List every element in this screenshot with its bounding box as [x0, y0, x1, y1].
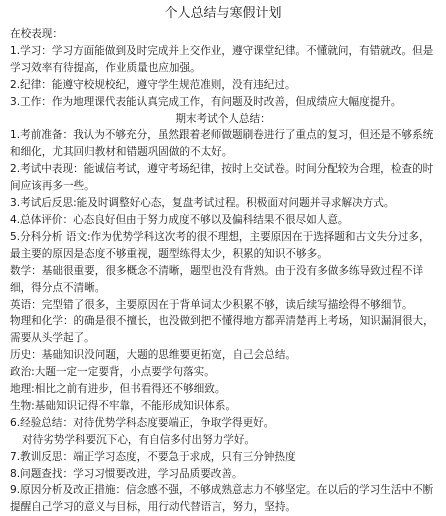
paragraph-english: 英语：完型错了很多，主要原因在于背单词太少积累不够，读后续写描绘得不够细节。	[10, 298, 413, 311]
paragraph-problems: 8.问题查找：学习习惯要改进，学习品质要改善。	[10, 467, 243, 480]
paragraph-math: 数学：基础很重要，很多概念不清晰，题型也没有背熟。由于没有多做多练导致过程不详细，得分点不清晰。	[10, 264, 424, 294]
paragraph-experience: 6.经验总结：对待优势学科态度要端正，争取学得更好。	[10, 416, 275, 429]
paragraph-work: 3.工作：作为地理课代表能认真完成工作，有问题及时改善，但成绩应大幅度提升。	[10, 95, 402, 108]
paragraph-study: 1.学习：学习方面能做到及时完成并上交作业，遵守课堂纪律。不懂就问，有错就改。但是学习效率有待提高，作业质量也应加强。	[10, 44, 434, 74]
paragraph-history: 历史：基础知识没问题，大题的思维要更拓宽，自己会总结。	[10, 349, 297, 362]
paragraph-lessons: 7.教训反思：端正学习态度，不要急于求成，只有三分钟热度	[10, 450, 296, 463]
paragraph-biology: 生物:基础知识记得不牢靠，不能形成知识体系。	[10, 399, 237, 412]
paragraph-preparation: 1.考前准备：我认为不够充分，虽然跟着老师做题刷卷进行了重点的复习，但还是不够系统和细化，尤其回归教材和错题巩固做的不太好。	[10, 129, 434, 159]
paragraph-physics-chemistry: 物理和化学：的确是很不擅长，也没做到把不懂得地方都弄清楚再上考场，知识漏洞很大，需要从头学起了。	[10, 315, 434, 345]
section-heading-school-performance: 在校表现：	[10, 28, 63, 40]
paragraph-exam-performance: 2.考试中表现：能诚信考试，遵守考场纪律，按时上交试卷。时间分配较为合理，检查的时间应该再多一些。	[10, 163, 434, 193]
paragraph-experience-continued: 对待劣势学科要沉下心，有自信多付出努力学好。	[22, 433, 256, 446]
section-heading-final-exam: 期末考试个人总结：	[175, 112, 271, 125]
paragraph-reflection: 3.考试后反思:能及时调整好心态，复盘考试过程。积极面对问题并寻求解决方式。	[10, 197, 395, 210]
paragraph-chinese: 5.分科分析 语文:作为优势学科这次考的很不理想，主要原因在于选择题和古文失分过多，最主要的原因是态度不够重视，题型练得太少，积累的知识不够多。	[10, 230, 430, 260]
paragraph-causes-measures: 9.原因分析及改正措施：信念感不强，不够成熟意志力不够坚定。在以后的学习生活中不断提醒自己学习的意义与目标，用行动代替语言，努力，坚持。	[10, 484, 434, 514]
paragraph-discipline: 2.纪律：能遵守校规校纪，遵守学生规范准则，没有违纪过。	[10, 78, 296, 91]
document-title: 个人总结与寒假计划	[164, 6, 282, 21]
paragraph-politics: 政治:大题一定一定要背，小点要学句落实。	[10, 366, 215, 379]
paragraph-overall: 4.总体评价：心态良好但由于努力成度不够以及偏科结果不很尽如人意。	[10, 213, 349, 226]
paragraph-geography: 地理:相比之前有进步，但书看得还不够细致。	[10, 383, 226, 396]
